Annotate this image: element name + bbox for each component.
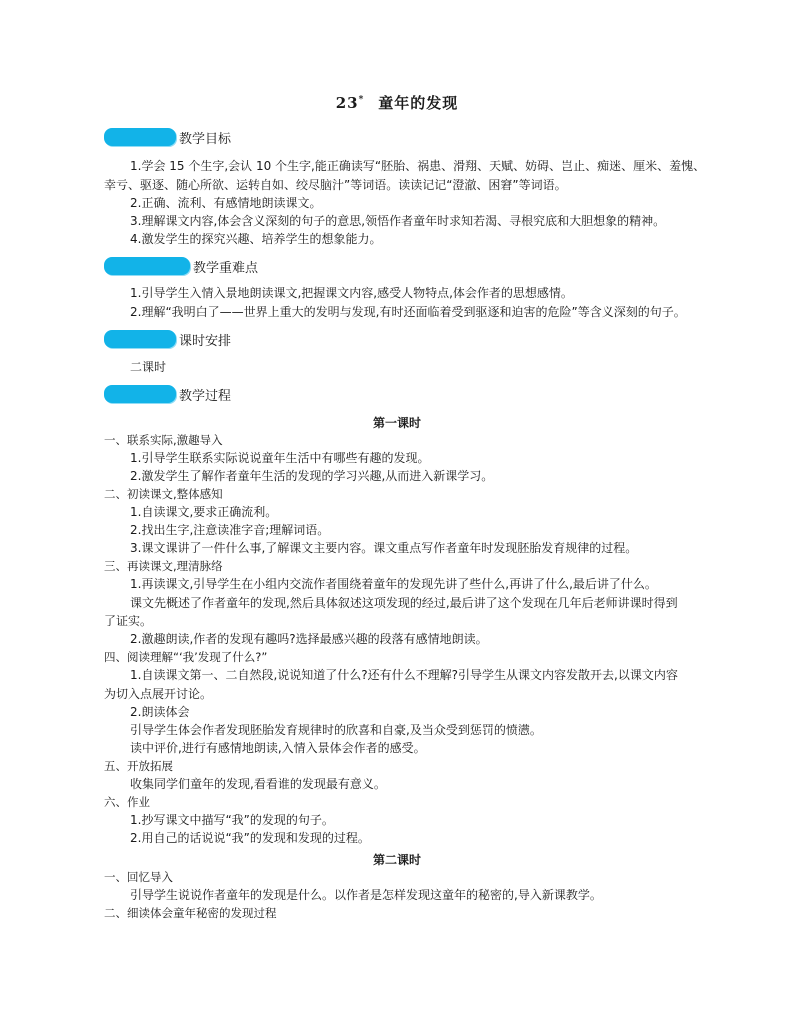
key-point-line: 1.引导学生入情入景地朗读课文,把握课文内容,感受人物特点,体会作者的思想感情。 xyxy=(130,286,573,300)
page-title xyxy=(0,92,794,113)
section-tab-decoration xyxy=(104,330,176,348)
step-heading: 二、细读体会童年秘密的发现过程 xyxy=(104,906,277,920)
step-heading: 五、开放拓展 xyxy=(104,759,173,773)
key-point-line: 2.理解“我明白了——世界上重大的发明与发现,有时还面临着受到驱逐和迫害的危险”等含义深刻的句子。 xyxy=(130,305,686,319)
goal-line: 4.激发学生的探究兴趣、培养学生的想象能力。 xyxy=(130,232,382,246)
section-tab-decoration xyxy=(104,257,190,275)
section-label: 教学过程 xyxy=(179,389,232,404)
lesson-title: 童年的发现 xyxy=(378,94,459,112)
step-line: 3.课文课讲了一件什么事,了解课文主要内容。课文重点写作者童年时发现胚胎发育规律的过程。 xyxy=(130,541,638,555)
step-line: 2.朗读体会 xyxy=(130,705,190,719)
step-line: 2.找出生字,注意读准字音;理解词语。 xyxy=(130,523,330,537)
goal-line: 2.正确、流利、有感情地朗读课文。 xyxy=(130,196,322,210)
step-line: 收集同学们童年的发现,看看谁的发现最有意义。 xyxy=(130,777,386,791)
step-line: 课文先概述了作者童年的发现,然后具体叙述这项发现的经过,最后讲了这个发现在几年后老师讲课时得到 xyxy=(130,596,678,610)
section-tab-decoration xyxy=(104,128,176,146)
optional-lesson-mark: * xyxy=(358,95,365,105)
step-line: 2.激发学生了解作者童年生活的发现的学习兴趣,从而进入新课学习。 xyxy=(130,469,494,483)
step-line: 引导学生体会作者发现胚胎发育规律时的欣喜和自豪,及当众受到惩罚的愤懑。 xyxy=(130,723,542,737)
goal-line: 1.学会 15 个生字,会认 10 个生字,能正确读写“胚胎、祸患、滑翔、天赋、妨碍、岂止、痴迷、厘米、羞愧、 xyxy=(130,159,706,173)
step-line: 2.激趣朗读,作者的发现有趣吗?选择最感兴趣的段落有感情地朗读。 xyxy=(130,632,488,646)
step-heading: 三、再读课文,理清脉络 xyxy=(104,559,223,573)
step-heading: 四、阅读理解“‘我’发现了什么?” xyxy=(104,650,268,664)
section-label: 课时安排 xyxy=(179,334,232,349)
step-line: 了证实。 xyxy=(104,614,153,628)
step-line: 1.引导学生联系实际说说童年生活中有哪些有趣的发现。 xyxy=(130,451,430,465)
step-line: 1.再读课文,引导学生在小组内交流作者围绕着童年的发现先讲了些什么,再讲了什么,最后讲了什么。 xyxy=(130,577,657,591)
step-line: 引导学生说说作者童年的发现是什么。以作者是怎样发现这童年的秘密的,导入新课教学。 xyxy=(130,888,602,902)
goal-line: 3.理解课文内容,体会含义深刻的句子的意思,领悟作者童年时求知若渴、寻根究底和大胆想象的精神。 xyxy=(130,214,666,228)
step-heading: 二、初读课文,整体感知 xyxy=(104,487,223,501)
step-line: 1.自读课文第一、二自然段,说说知道了什么?还有什么不理解?引导学生从课文内容发散开去,以课文内容 xyxy=(130,668,678,682)
step-line: 为切入点展开讨论。 xyxy=(104,687,213,701)
section-label: 教学重难点 xyxy=(193,261,259,276)
step-line: 1.抄写课文中描写“我”的发现的句子。 xyxy=(130,813,334,827)
step-heading: 一、联系实际,激趣导入 xyxy=(104,433,223,447)
step-heading: 一、回忆导入 xyxy=(104,870,173,884)
step-line: 1.自读课文,要求正确流利。 xyxy=(130,505,278,519)
lesson1-heading: 第一课时 xyxy=(372,416,421,430)
lesson2-heading: 第二课时 xyxy=(372,853,421,867)
section-tab-decoration xyxy=(104,385,176,403)
lesson-number: 23 xyxy=(335,94,359,112)
step-line: 读中评价,进行有感情地朗读,入情入景体会作者的感受。 xyxy=(130,741,426,755)
schedule-text: 二课时 xyxy=(130,360,167,374)
goal-line: 幸亏、驱逐、随心所欲、运转自如、绞尽脑汁”等词语。读读记记“澄澈、困窘”等词语。 xyxy=(104,178,567,192)
step-heading: 六、作业 xyxy=(104,795,150,809)
step-line: 2.用自己的话说说“我”的发现和发现的过程。 xyxy=(130,831,370,845)
section-label: 教学目标 xyxy=(179,132,232,147)
